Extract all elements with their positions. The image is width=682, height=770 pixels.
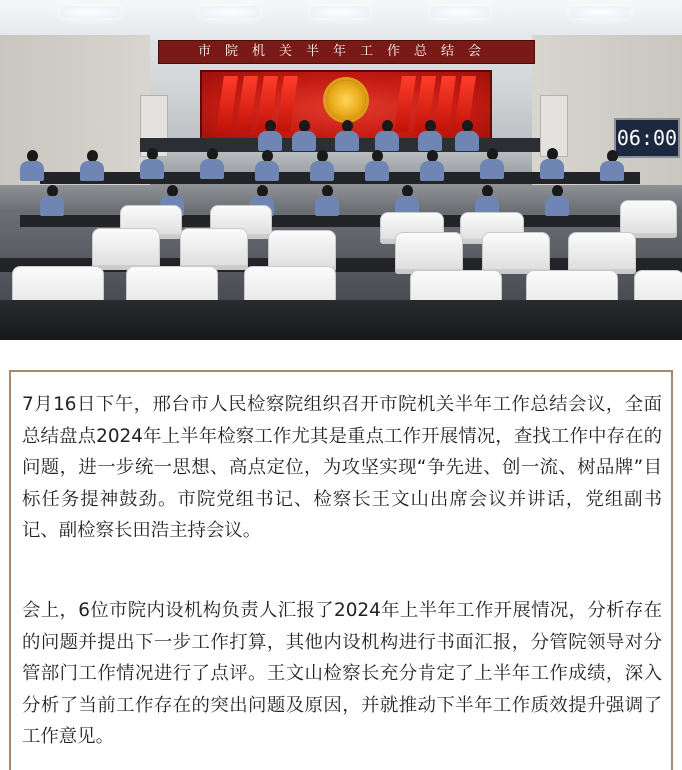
attendee [335, 120, 359, 151]
ceiling [0, 0, 682, 40]
attendee [200, 148, 224, 179]
emblem [326, 80, 366, 120]
attendee [40, 185, 64, 216]
attendee [455, 120, 479, 151]
attendee [20, 150, 44, 181]
chair [482, 232, 550, 274]
flag [216, 76, 238, 132]
attendee [140, 148, 164, 179]
attendee [80, 150, 104, 181]
meeting-banner: 市院机关半年工作总结会 [158, 40, 535, 64]
attendee [375, 120, 399, 151]
attendee [315, 185, 339, 216]
attendee [310, 150, 334, 181]
meeting-photo [0, 0, 682, 340]
flag [236, 76, 258, 132]
ceiling-light [60, 6, 120, 18]
chair [180, 228, 248, 270]
attendee [255, 150, 279, 181]
attendee [600, 150, 624, 181]
article-paragraph: 7月16日下午，邢台市人民检察院组织召开市院机关半年工作总结会议，全面总结盘点2024年上半年检察工作尤其是重点工作开展情况，查找工作中存在的问题，进一步统一思想、高点定位，为攻坚实现“争先进、创一流、树品牌”目标任务提神鼓劲。市院党组书记、检察长王文山出席会议并讲话，党组副书记、副检察长田浩主持会议。 [22, 394, 662, 542]
ceiling-light [310, 6, 370, 18]
attendee [418, 120, 442, 151]
attendee [292, 120, 316, 151]
ceiling-light [570, 6, 630, 18]
desk-row [20, 215, 660, 227]
attendee [258, 120, 282, 151]
attendee [540, 148, 564, 179]
clock-display: 06:00 [614, 118, 680, 158]
chair [568, 232, 636, 274]
article-paragraph: 会上，6位市院内设机构负责人汇报了2024年上半年工作开展情况，分析存在的问题并提出下一步工作打算，其他内设机构进行书面汇报，分管院领导对分管部门工作情况进行了点评。王文山检察长充分肯定了上半年工作成绩，深入分析了当前工作存在的突出问题及原因，并就推动下半年工作质效提升强调了工作意见。 [22, 600, 662, 748]
attendee [480, 148, 504, 179]
chair [395, 232, 463, 274]
chair [92, 228, 160, 270]
attendee [545, 185, 569, 216]
ceiling-light [430, 6, 490, 18]
floor [0, 300, 682, 340]
attendee [365, 150, 389, 181]
attendee [420, 150, 444, 181]
ceiling-light [200, 6, 260, 18]
